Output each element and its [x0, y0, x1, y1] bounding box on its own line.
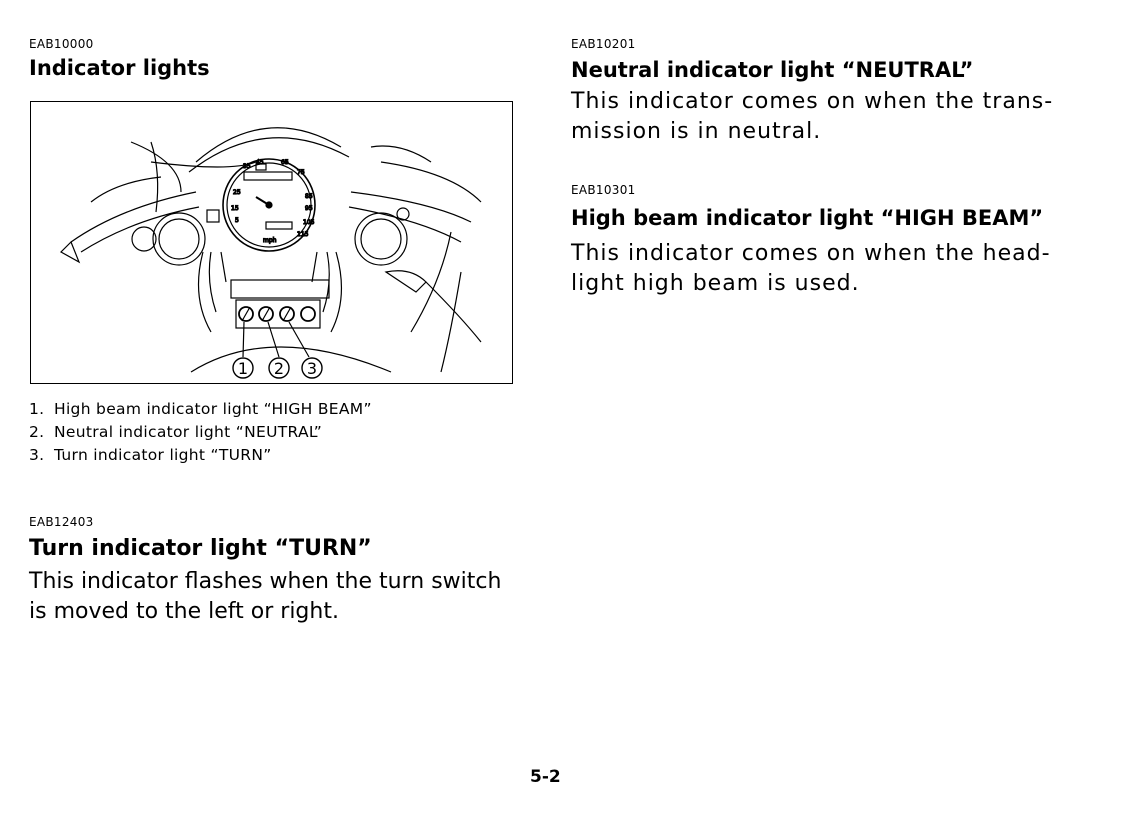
- neutral-description-line-2: mission is in neutral.: [571, 119, 822, 144]
- heading-turn-indicator: Turn indicator light “TURN”: [29, 536, 372, 561]
- gauge-number: 95: [305, 205, 313, 212]
- section-code-indicator-lights: EAB10000: [29, 37, 94, 51]
- gauge-number: 75: [297, 169, 305, 176]
- gauge-number: 45: [256, 159, 264, 166]
- caption-item-2: 2. Neutral indicator light “NEUTRAL”: [29, 423, 323, 441]
- gauge-number: 115: [297, 231, 309, 238]
- caption-item-1: 1. High beam indicator light “HIGH BEAM”: [29, 400, 372, 418]
- handlebar-indicator-illustration: [30, 101, 513, 384]
- callout-2: 2: [273, 359, 285, 378]
- heading-high-beam-indicator: High beam indicator light “HIGH BEAM”: [571, 206, 1044, 230]
- turn-description-line-2: is moved to the left or right.: [29, 599, 339, 624]
- gauge-number: 65: [281, 159, 289, 166]
- heading-indicator-lights: Indicator lights: [29, 56, 210, 80]
- turn-description-line-1: This indicator flashes when the turn switch: [29, 569, 502, 594]
- section-code-turn: EAB12403: [29, 515, 94, 529]
- gauge-unit: mph: [263, 237, 277, 244]
- figure-captions: [29, 398, 372, 467]
- gauge-number: 35: [243, 163, 251, 170]
- caption-item-3: 3. Turn indicator light “TURN”: [29, 446, 272, 464]
- gauge-number: 85: [305, 193, 313, 200]
- heading-neutral-indicator: Neutral indicator light “NEUTRAL”: [571, 58, 974, 82]
- section-code-high-beam: EAB10301: [571, 183, 636, 197]
- callout-1: 1: [237, 359, 249, 378]
- high-beam-description-line-1: This indicator comes on when the head-: [571, 241, 1051, 266]
- high-beam-description-line-2: light high beam is used.: [571, 271, 860, 296]
- gauge-number: 15: [231, 205, 239, 212]
- page-number: 5-2: [530, 767, 561, 787]
- section-code-neutral: EAB10201: [571, 37, 636, 51]
- callout-3: 3: [306, 359, 318, 378]
- gauge-number: 105: [303, 219, 315, 226]
- gauge-number: 25: [233, 189, 241, 196]
- neutral-description-line-1: This indicator comes on when the trans-: [571, 89, 1054, 114]
- gauge-number: 5: [235, 217, 239, 224]
